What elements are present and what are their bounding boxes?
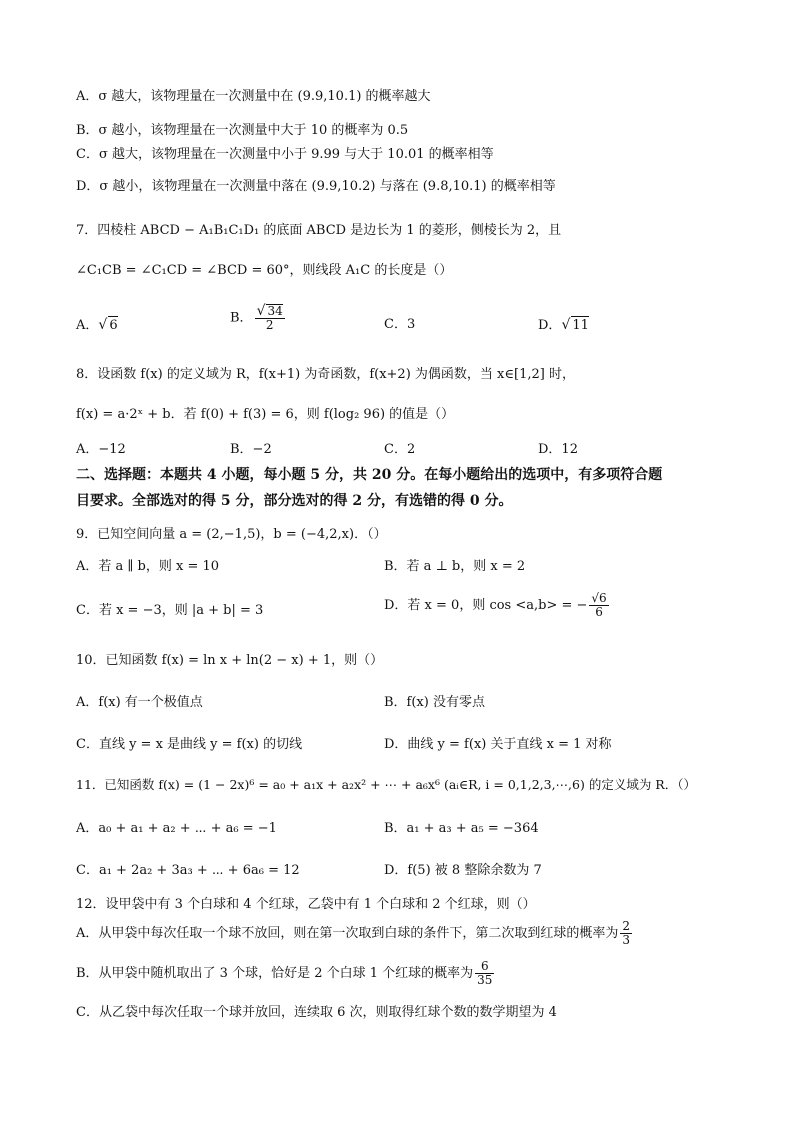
q10-option-d: D．曲线 y = f(x) 关于直线 x = 1 对称 [384, 737, 612, 752]
q11-option-b: B．a₁ + a₃ + a₅ = −364 [384, 821, 539, 836]
q11-stem: 11．已知函数 f(x) = (1 − 2x)⁶ = a₀ + a₁x + a₂x² + ⋯ + a₆x⁶ (aᵢ∈R, i = 0,1,2,3,⋯,6) 的定义域为 R．（） [76, 777, 696, 792]
q9-stem: 9．已知空间向量 a = (2,−1,5)，b = (−4,2,x)．（） [76, 527, 387, 542]
q8-option-c: C．2 [384, 442, 416, 457]
q7-option-c: C．3 [384, 317, 416, 332]
q12-option-c: C．从乙袋中每次任取一个球并放回，连续取 6 次，则取得红球个数的数学期望为 4 [76, 1005, 557, 1020]
q9-option-c: C．若 x = −3，则 |a + b| = 3 [76, 603, 264, 618]
section-heading-line1: 二、选择题：本题共 4 小题，每小题 5 分，共 20 分。在每小题给出的选项中，有多项符合题 [76, 467, 663, 483]
q12-option-a: A．从甲袋中每次任取一个球不放回，则在第一次取到白球的条件下，第二次取到红球的概率为 $\frac{2}{3}$ [76, 919, 631, 947]
section-heading-line2: 目要求。全部选对的得 5 分，部分选对的得 2 分，有选错的得 0 分。 [76, 493, 513, 509]
q6-option-c: C．σ 越大，该物理量在一次测量中小于 9.99 与大于 10.01 的概率相等 [76, 147, 494, 162]
q10-option-b: B．f(x) 没有零点 [384, 695, 485, 710]
q10-stem: 10．已知函数 f(x) = ln x + ln(2 − x) + 1，则（） [76, 653, 384, 668]
q8-stem-line2: f(x) = a·2ˣ + b．若 f(0) + f(3) = 6，则 f(log₂ 96) 的值是（） [76, 407, 455, 422]
q9-option-b: B．若 a ⊥ b，则 x = 2 [384, 559, 526, 574]
q10-option-a: A．f(x) 有一个极值点 [76, 695, 203, 710]
q8-stem-line1: 8．设函数 f(x) 的定义域为 R，f(x+1) 为奇函数，f(x+2) 为偶函数，当 x∈[1,2] 时， [76, 367, 575, 382]
q6-option-d: D．σ 越小，该物理量在一次测量中落在 (9.9,10.2) 与落在 (9.8,10.1) 的概率相等 [76, 179, 556, 194]
q10-option-c: C．直线 y = x 是曲线 y = f(x) 的切线 [76, 737, 303, 752]
q8-option-a: A．−12 [76, 442, 126, 457]
q8-option-d: D．12 [538, 442, 578, 457]
q7-stem-line2: ∠C₁CB = ∠C₁CD = ∠BCD = 60°，则线段 A₁C 的长度是（） [76, 263, 453, 278]
q6-option-a: A．σ 越大，该物理量在一次测量中在 (9.9,10.1) 的概率越大 [76, 89, 431, 104]
q12-option-b: B．从甲袋中随机取出了 3 个球，恰好是 2 个白球 1 个红球的概率为 $\frac{6}{35}$ [76, 959, 493, 987]
q8-option-b: B．−2 [230, 442, 272, 457]
q7-stem-line1: 7．四棱柱 ABCD − A₁B₁C₁D₁ 的底面 ABCD 是边长为 1 的菱形，侧棱长为 2，且 [76, 223, 562, 238]
q11-option-a: A．a₀ + a₁ + a₂ + ⋯ + a₆ = −1 [76, 821, 277, 836]
q7-option-a: A．√ 6 [76, 317, 118, 333]
q7-option-b: B． $\frac{√ 34}{2}$ [230, 303, 283, 332]
q11-option-d: D．f(5) 被 8 整除余数为 7 [384, 863, 542, 878]
q11-option-c: C．a₁ + 2a₂ + 3a₃ + ⋯ + 6a₆ = 12 [76, 863, 300, 878]
q6-option-b: B．σ 越小，该物理量在一次测量中大于 10 的概率为 0.5 [76, 123, 409, 138]
q7-option-d: D．√ 11 [538, 317, 589, 333]
q9-option-d: D．若 x = 0，则 cos <a,b> = − $\frac{√6}{6}$ [384, 591, 607, 619]
q12-stem: 12．设甲袋中有 3 个白球和 4 个红球，乙袋中有 1 个白球和 2 个红球，则（） [76, 897, 536, 912]
q9-option-a: A．若 a ∥ b，则 x = 10 [76, 559, 220, 574]
